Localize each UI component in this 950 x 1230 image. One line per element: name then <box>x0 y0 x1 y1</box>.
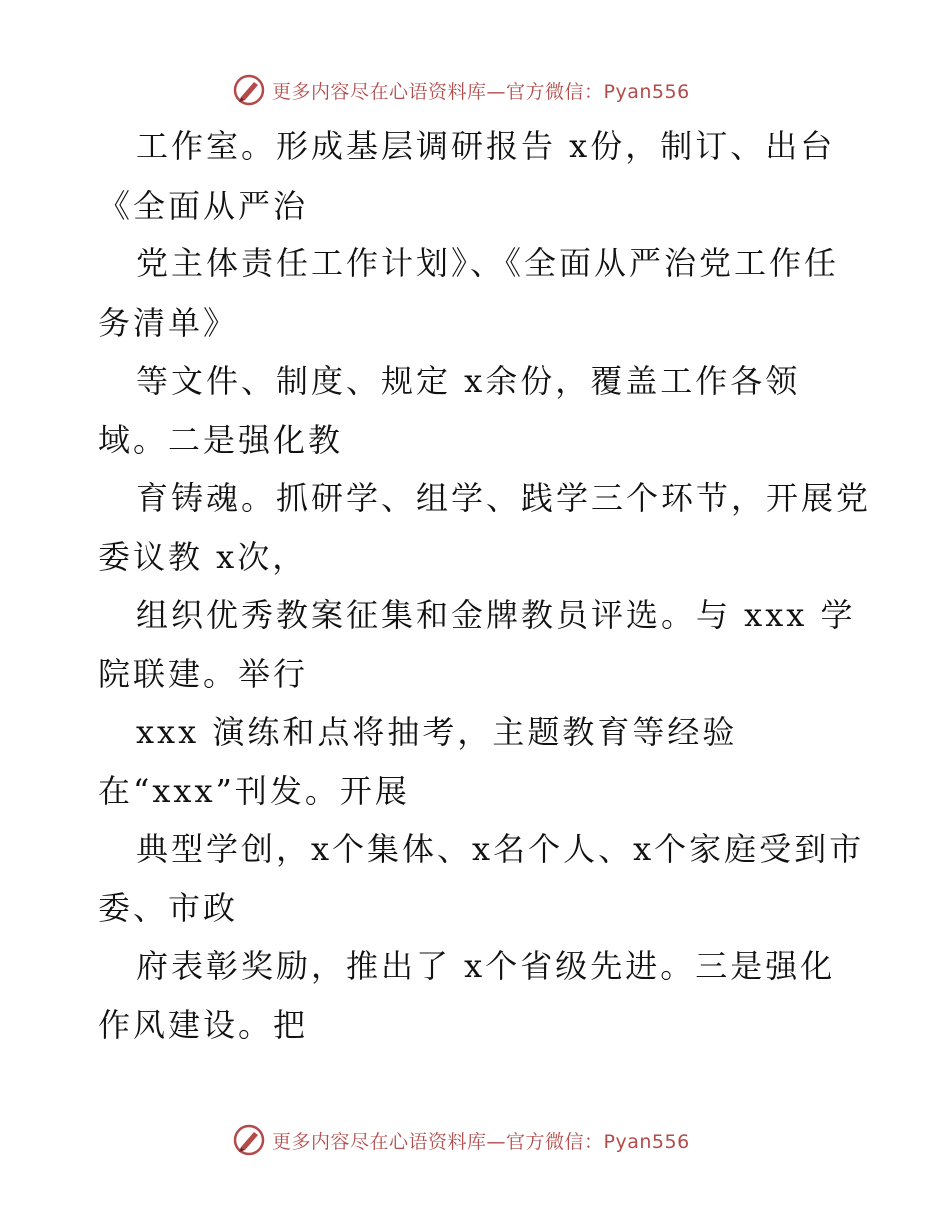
body-line: 委议教 x次， <box>98 538 308 576</box>
banner-text: 更多内容尽在心语资料库—官方微信：Pyan556 <box>272 1130 690 1153</box>
body-line: 典型学创，x个集体、x名个人、x个家庭受到市 <box>136 830 865 868</box>
body-line: 《全面从严治 <box>98 187 309 225</box>
body-line: 工作室。形成基层调研报告 x份，制订、出台 <box>136 127 836 165</box>
body-line: 府表彰奖励，推出了 x个省级先进。三是强化 <box>136 947 836 985</box>
banner-text: 更多内容尽在心语资料库—官方微信：Pyan556 <box>272 80 690 103</box>
body-line: 作风建设。把 <box>98 1006 309 1044</box>
body-line: 务清单》 <box>98 304 239 342</box>
body-line: xxx 演练和点将抽考，主题教育等经验 <box>136 713 738 751</box>
footer-banner <box>232 1122 690 1158</box>
body-line: 组织优秀教案征集和金牌教员评选。与 xxx 学 <box>136 596 856 634</box>
body-line: 等文件、制度、规定 x余份，覆盖工作各领 <box>136 362 801 400</box>
body-line: 党主体责任工作计划》、《全面从严治党工作任 <box>136 244 840 282</box>
body-line: 院联建。举行 <box>98 655 309 693</box>
body-line: 在“xxx”刊发。开展 <box>98 772 410 810</box>
body-line: 域。二是强化教 <box>98 421 344 459</box>
body-line: 育铸魂。抓研学、组学、践学三个环节，开展党 <box>136 479 872 517</box>
pen-logo-icon <box>232 1123 266 1157</box>
body-line: 委、市政 <box>98 889 239 927</box>
